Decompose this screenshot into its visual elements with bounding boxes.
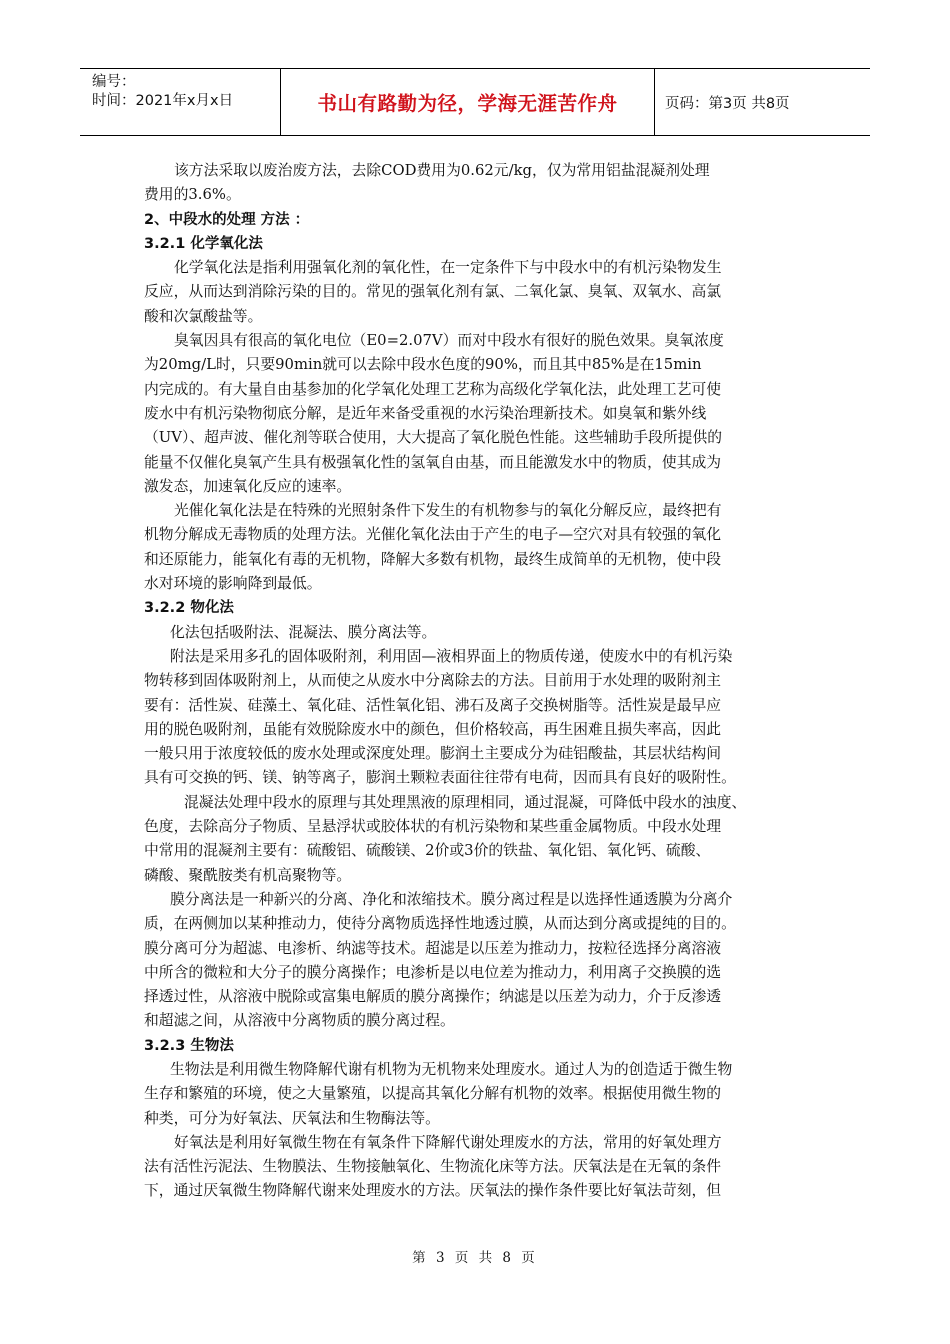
paragraph-line: 物转移到固体吸附剂上，从而使之从废水中分离除去的方法。目前用于水处理的吸附剂主	[144, 672, 722, 690]
paragraph-line: 水对环境的影响降到最低。	[144, 575, 322, 593]
paragraph-line: 和还原能力，能氧化有毒的无机物，降解大多数有机物，最终生成简单的无机物，使中段	[144, 550, 722, 568]
paragraph-line: 种类，可分为好氧法、厌氧法和生物酶法等。	[144, 1109, 440, 1127]
paragraph-line: 臭氧因具有很高的氧化电位（E0=2.07V）而对中段水有很好的脱色效果。臭氧浓度	[174, 332, 724, 350]
paragraph-line: 废水中有机污染物彻底分解，是近年来备受重视的水污染治理新技术。如臭氧和紫外线	[144, 404, 707, 422]
section-heading: 3.2.1 化学氧化法	[144, 235, 263, 252]
paragraph-line: 好氧法是利用好氧微生物在有氧条件下降解代谢处理废水的方法，常用的好氧处理方	[174, 1133, 722, 1151]
paragraph-line: （UV）、超声波、催化剂等联合使用，大大提高了氧化脱色性能。这些辅助手段所提供的	[144, 429, 723, 447]
paragraph-line: 色度，去除高分子物质、呈悬浮状或胶体状的有机污染物和某些重金属物质。中段水处理	[144, 818, 722, 836]
paragraph-line: 生存和繁殖的环境，使之大量繁殖，以提高其氧化分解有机物的效率。根据使用微生物的	[144, 1085, 722, 1103]
section-heading: 3.2.2 物化法	[144, 600, 234, 617]
paragraph-line: 和超滤之间，从溶液中分离物质的膜分离过程。	[144, 1012, 455, 1030]
paragraph-line: 费用的3.6%。	[144, 186, 241, 204]
header-motto: 书山有路勤为径，学海无涯苦作舟	[317, 92, 618, 115]
paragraph-line: 混凝法处理中段水的原理与其处理黑液的原理相同，通过混凝，可降低中段水的浊度、	[184, 793, 747, 811]
paragraph-line: 激发态，加速氧化反应的速率。	[144, 477, 352, 495]
page-header	[80, 68, 870, 136]
paragraph-line: 质，在两侧加以某种推动力，使待分离物质选择性地透过膜，从而达到分离或提纯的目的。	[144, 915, 736, 933]
paragraph-line: 生物法是利用微生物降解代谢有机物为无机物来处理废水。通过人为的创造适于微生物	[170, 1060, 733, 1078]
paragraph-line: 附法是采用多孔的固体吸附剂，利用固—液相界面上的物质传递，使废水中的有机污染	[170, 647, 733, 665]
section-heading: 3.2.3 生物法	[144, 1037, 234, 1054]
paragraph-line: 机物分解成无毒物质的处理方法。光催化氧化法由于产生的电子—空穴对具有较强的氧化	[144, 526, 722, 544]
paragraph-line: 光催化氧化法是在特殊的光照射条件下发生的有机物参与的氧化分解反应，最终把有	[174, 502, 722, 520]
paragraph-line: 法有活性污泥法、生物膜法、生物接触氧化、生物流化床等方法。厌氧法是在无氧的条件	[144, 1158, 722, 1176]
document-date-label: 时间：2021年x月x日	[92, 93, 234, 109]
paragraph-line: 化法包括吸附法、混凝法、膜分离法等。	[170, 623, 437, 641]
paragraph-line: 反应，从而达到消除污染的目的。常见的强氧化剂有氯、二氧化氯、臭氧、双氧水、高氯	[144, 283, 722, 301]
header-info-cell	[80, 69, 281, 135]
paragraph-line: 用的脱色吸附剂，虽能有效脱除废水中的颜色，但价格较高，再生困难且损失率高，因此	[144, 720, 722, 738]
document-number-label: 编号：	[92, 74, 136, 90]
paragraph-line: 择透过性，从溶液中脱除或富集电解质的膜分离操作；纳滤是以压差为动力，介于反渗透	[144, 988, 722, 1006]
paragraph-line: 下，通过厌氧微生物降解代谢来处理废水的方法。厌氧法的操作条件要比好氧法苛刻，但	[144, 1182, 722, 1200]
paragraph-line: 磷酸、聚酰胺类有机高聚物等。	[144, 866, 352, 884]
paragraph-line: 要有：活性炭、硅藻土、氧化硅、活性氧化铝、沸石及离子交换树脂等。活性炭是最早应	[144, 696, 722, 714]
paragraph-line: 化学氧化法是指利用强氧化剂的氧化性，在一定条件下与中段水中的有机污染物发生	[174, 259, 722, 277]
paragraph-line: 为20mg/L时，只要90min就可以去除中段水色度的90%，而且其中85%是在15min	[144, 356, 702, 374]
paragraph-line: 具有可交换的钙、镁、钠等离子，膨润土颗粒表面往往带有电荷，因而具有良好的吸附性。	[144, 769, 736, 787]
paragraph-line: 酸和次氯酸盐等。	[144, 307, 263, 325]
paragraph-line: 能量不仅催化臭氧产生具有极强氧化性的氢氧自由基，而且能激发水中的物质，使其成为	[144, 453, 722, 471]
paragraph-line: 中所含的微粒和大分子的膜分离操作；电渗析是以电位差为推动力，利用离子交换膜的选	[144, 963, 722, 981]
paragraph-line: 膜分离可分为超滤、电渗析、纳滤等技术。超滤是以压差为推动力，按粒径选择分离溶液	[144, 939, 722, 957]
header-page-cell	[655, 69, 870, 135]
paragraph-line: 一般只用于浓度较低的废水处理或深度处理。膨润土主要成分为硅铝酸盐，其层状结构间	[144, 745, 722, 763]
paragraph-line: 中常用的混凝剂主要有：硫酸铝、硫酸镁、2价或3价的铁盐、氧化铝、氧化钙、硫酸、	[144, 842, 711, 860]
paragraph-line: 该方法采取以废治废方法，去除COD费用为0.62元/kg，仅为常用铝盐混凝剂处理	[174, 162, 710, 179]
page-footer: 第 3 页 共 8 页	[412, 1250, 538, 1266]
header-page-info: 页码：第3页 共8页	[665, 95, 790, 112]
section-heading: 2、中段水的处理 方法 ：	[144, 211, 310, 228]
paragraph-line: 内完成的。有大量自由基参加的化学氧化处理工艺称为高级化学氧化法，此处理工艺可使	[144, 380, 722, 398]
document-body	[144, 159, 808, 1204]
header-motto-cell	[281, 69, 655, 135]
paragraph-line: 膜分离法是一种新兴的分离、净化和浓缩技术。膜分离过程是以选择性通透膜为分离介	[170, 890, 733, 908]
